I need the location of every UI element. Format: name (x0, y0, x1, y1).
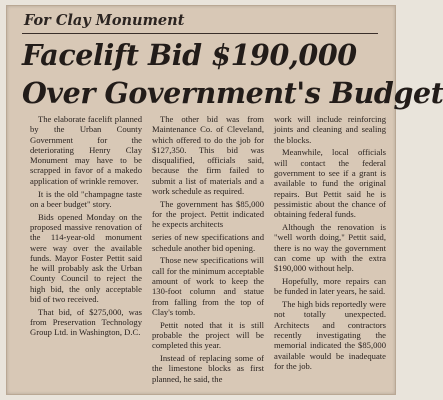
headline-line-1: Facelift Bid $190,000 (22, 38, 357, 72)
paragraph: Those new specifications will call for the minimum acceptable amount of work to keep the 130-foot column and statue from falling from the top of Clay's tomb. (152, 255, 264, 317)
paragraph: Pettit noted that it is still probable the project will be completed this year. (152, 319, 264, 351)
paragraph: That bid, of $275,000, was from Preservation Technology Group Ltd. in Washington, D.C. (30, 306, 142, 338)
paragraph: series of new specifications and schedule another bid opening. (152, 232, 264, 253)
paragraph: Hopefully, more repairs can be funded in later years, he said. (274, 275, 386, 297)
paragraph: Instead of replacing some of the limestone blocks as first planned, he said, the (152, 353, 264, 384)
article-column-3 (274, 114, 386, 371)
article-body (30, 114, 388, 384)
paragraph: work will include reinforcing joints and cleaning and sealing the blocks. (274, 114, 386, 145)
paragraph: The other bid was from Maintenance Co. of Cleveland, which offered to do the job for $127,350. This bid was disqualified, officials said, because the firm failed to submit a list of materials and a work schedule as required. (152, 114, 264, 197)
paragraph: The high bids reportedly were not totally unexpected. Architects and contractors recently investigating the memorial indicated the $85,000 available would be inadequate for the job. (274, 299, 386, 371)
paragraph: The government has $85,000 for the project. Pettit indicated he expects architects (152, 198, 264, 230)
paragraph: It is the old "champagne taste on a beer budget" story. (30, 188, 142, 209)
paragraph: Although the renovation is "well worth doing," Pettit said, there is no way the government can come up with the extra $190,000 without help. (274, 221, 386, 274)
article-column-2 (152, 114, 264, 384)
paragraph: The elaborate facelift planned by the Urban County Government for the deteriorating Henry Clay Monument may have to be scrapped in favor of a makedo application of wrinkle remover. (30, 114, 142, 186)
kicker-heading: For Clay Monument (24, 12, 185, 29)
article-column-1 (30, 114, 142, 346)
kicker-rule (22, 33, 378, 34)
paragraph: Bids opened Monday on the proposed massive renovation of the 114-year-old monument were way over the available funds. Mayor Foster Pettit said he will probably ask the Urban County Council to reject the high bid, the only acceptable bid of two received. (30, 211, 142, 305)
paragraph: Meanwhile, local officials will contact the federal government to see if a grant is available to fund the original repairs. But Pettit said he is pessimistic about the chance of obtaining federal funds. (274, 147, 386, 220)
headline-line-2: Over Government's Budget (22, 76, 443, 110)
